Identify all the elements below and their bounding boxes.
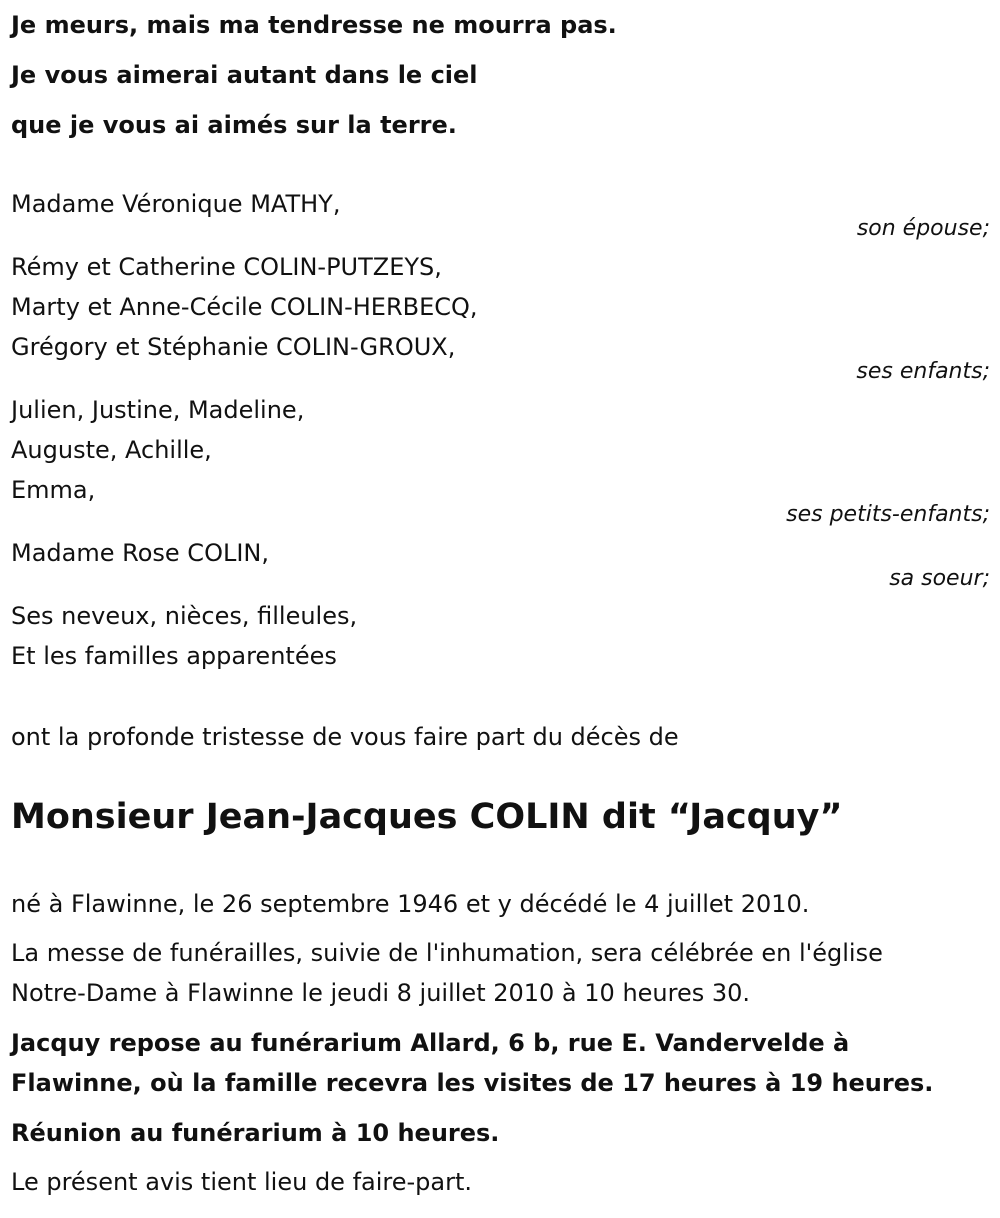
epigraph-line-3: que je vous ai aimés sur la terre. (11, 111, 457, 139)
relatives-line-2: Et les familles apparentées (11, 642, 337, 670)
notice-text: Le présent avis tient lieu de faire-part. (11, 1168, 473, 1196)
deceased-name: Monsieur Jean-Jacques COLIN dit “Jacquy” (11, 797, 843, 837)
sister-role: sa soeur; (889, 566, 990, 591)
epigraph-line-2: Je vous aimerai autant dans le ciel (11, 61, 478, 89)
children-role: ses enfants; (856, 359, 990, 384)
grandchildren-role: ses petits-enfants; (786, 502, 990, 527)
birth-death-text: né à Flawinne, le 26 septembre 1946 et y décédé le 4 juillet 2010. (11, 890, 810, 918)
child-couple-2: Marty et Anne-Cécile COLIN-HERBECQ, (11, 293, 478, 321)
epigraph-line-1: Je meurs, mais ma tendresse ne mourra pas. (11, 11, 617, 39)
child-couple-1: Rémy et Catherine COLIN-PUTZEYS, (11, 253, 442, 281)
announcement-text: ont la profonde tristesse de vous faire part du décès de (11, 723, 679, 751)
spouse-role: son épouse; (856, 216, 990, 241)
child-couple-3: Grégory et Stéphanie COLIN-GROUX, (11, 333, 456, 361)
meeting-text: Réunion au funérarium à 10 heures. (11, 1119, 500, 1147)
grandchildren-line-2: Auguste, Achille, (11, 436, 212, 464)
sister-name: Madame Rose COLIN, (11, 539, 269, 567)
funerarium-line-2: Flawinne, où la famille recevra les visites de 17 heures à 19 heures. (11, 1069, 934, 1097)
grandchildren-line-3: Emma, (11, 476, 96, 504)
funeral-line-1: La messe de funérailles, suivie de l'inhumation, sera célébrée en l'église (11, 939, 883, 967)
spouse-name: Madame Véronique MATHY, (11, 190, 341, 218)
relatives-line-1: Ses neveux, nièces, filleules, (11, 602, 358, 630)
grandchildren-line-1: Julien, Justine, Madeline, (11, 396, 305, 424)
funeral-line-2: Notre-Dame à Flawinne le jeudi 8 juillet 2010 à 10 heures 30. (11, 979, 751, 1007)
funerarium-line-1: Jacquy repose au funérarium Allard, 6 b, rue E. Vandervelde à (11, 1029, 850, 1057)
